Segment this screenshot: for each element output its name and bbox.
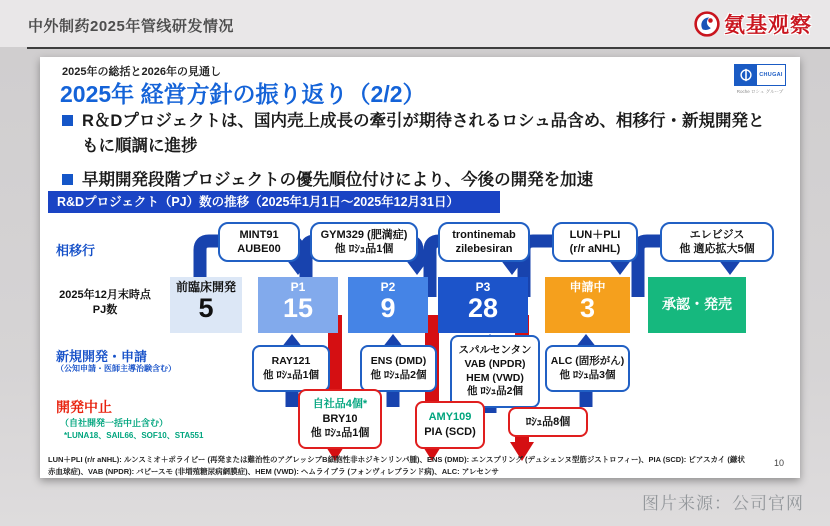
diagram-band-title: R&Dプロジェクト（PJ）数の推移（2025年1月1日～2025年12月31日） [48,191,500,213]
stage-label: P1 [290,280,306,294]
new-dev-line: RAY121 [271,354,311,367]
discontinued-line: BRY10 [322,412,358,425]
stage-label: 前臨床開発 [175,280,236,294]
new-dev-box-1 [252,345,330,392]
stage-p2 [348,277,428,333]
stage-submitted [545,277,630,333]
transition-line: trontinemab [452,228,516,241]
discontinued-line: ﾛｼｭ品8個 [525,415,571,428]
stage-count: 5 [198,293,214,324]
chugai-logo-text: CHUGAI [759,72,783,78]
transition-box-5 [660,222,774,262]
image-source-caption: 图片来源：公司官网 [642,494,804,513]
transition-line: (r/r aNHL) [569,243,621,255]
stage-label: 申請中 [569,280,606,294]
new-dev-line: 他 ﾛｼｭ品1個 [262,368,319,381]
stage-count: 15 [282,293,314,324]
slide-kicker: 2025年の総括と2026年の見通し [62,66,221,78]
stage-approved [648,277,746,333]
pj-count-line2: PJ数 [92,303,118,316]
aminoscope-logo-icon [694,11,720,37]
discontinued-box-3 [508,407,588,437]
discontinued-line: 自社品4個* [312,398,368,411]
row-label-transition: 相移行 [56,243,96,258]
page-header [0,0,830,47]
new-dev-line: HEM (VWD) [466,371,524,384]
transition-line: 他 適応拡大5個 [679,243,755,255]
stage-count: 28 [467,293,499,324]
stage-label: P3 [475,280,491,294]
new-dev-line: ENS (DMD) [370,354,427,367]
bullet-text: R＆Dプロジェクトは、国内売上成長の牽引が期待されるロシュ品含め、相移行・新規開発ともに順調に進捗 [82,112,765,155]
stage-label: P2 [380,280,396,294]
transition-line: GYM329 (肥満症) [320,228,408,241]
stage-preclinical [170,277,242,333]
new-dev-box-4 [545,345,630,392]
header-divider [27,47,830,49]
transition-line: 他 ﾛｼｭ品1個 [334,243,394,255]
stage-count: 9 [380,293,396,324]
transition-box-1 [218,222,300,262]
aminoscope-logo [694,9,812,39]
discontinued-box-2 [415,401,485,449]
new-dev-box-3 [450,335,540,408]
row-label-discontinued: 開発中止 [56,399,112,415]
transition-box-4 [552,222,638,262]
discontinued-box-1 [298,389,382,449]
new-dev-line: スパルセンタン [458,343,532,356]
row-label-new-dev-note: （公知申請・医師主導治験含む） [56,364,176,373]
transition-line: MINT91 [239,228,279,241]
discontinued-line: 他 ﾛｼｭ品1個 [310,427,370,440]
aminoscope-logo-text: 氨基观察 [724,14,812,37]
stage-count: 3 [579,293,596,324]
stage-p1 [258,277,338,333]
transition-line: zilebesiran [455,243,513,255]
slide-page-number: 10 [773,458,784,468]
slide-title: 2025年 経営方針の振り返り（2/2） [60,81,426,107]
new-dev-box-2 [360,345,437,392]
stage-label: 承認・発売 [662,296,732,313]
new-dev-line: 他 ﾛｼｭ品3個 [559,368,616,381]
transition-line: AUBE00 [237,243,281,255]
row-label-discontinued-note: （自社開発一括中止含む） [60,418,169,428]
stage-p3 [438,277,528,333]
new-dev-line: 他 ﾛｼｭ品2個 [370,368,427,381]
new-dev-line: ALC (固形がん) [550,354,625,367]
slide-card [40,57,800,478]
page-title: 中外制药2025年管线研发情况 [28,18,234,35]
bullet-text: 早期開発段階プロジェクトの優先順位付けにより、今後の開発を加速 [82,170,594,189]
row-label-discontinued-footnote: *LUNA18、SAIL66、SOF10、STA551 [64,431,204,440]
transition-box-2 [310,222,418,262]
transition-line: LUN＋PLI [569,228,621,241]
roche-group-text: Roche ロシュ グループ [736,89,784,94]
transition-line: エレビジス [689,228,745,241]
new-dev-line: 他 ﾛｼｭ品2個 [466,385,523,398]
pj-count-line1: 2025年12月末時点 [59,289,151,301]
row-label-new-dev: 新規開発・申請 [56,349,148,364]
slide-footnote: LUN＋PLI (r/r aNHL): ルンスミオ＋ポライビー (再発または難治性のアグレッシブB細胞性非ホジキンリンパ腫)、ENS (DMD): エンスプリング (デュシェンヌ型筋ジストロフィー)、PIA (SCD): ピアスカイ (鎌状赤血球症)、VAB (NPDR): バビースモ (非増殖糖尿病網膜症)、HEM (VWD): ヘムライブラ (フォンヴィレブランド病)、ALC: アレセンサ [48,455,745,476]
transition-box-3 [438,222,530,262]
discontinued-line: PIA (SCD) [424,426,476,438]
new-dev-line: VAB (NPDR) [464,357,526,370]
discontinued-line: AMY109 [428,411,472,424]
